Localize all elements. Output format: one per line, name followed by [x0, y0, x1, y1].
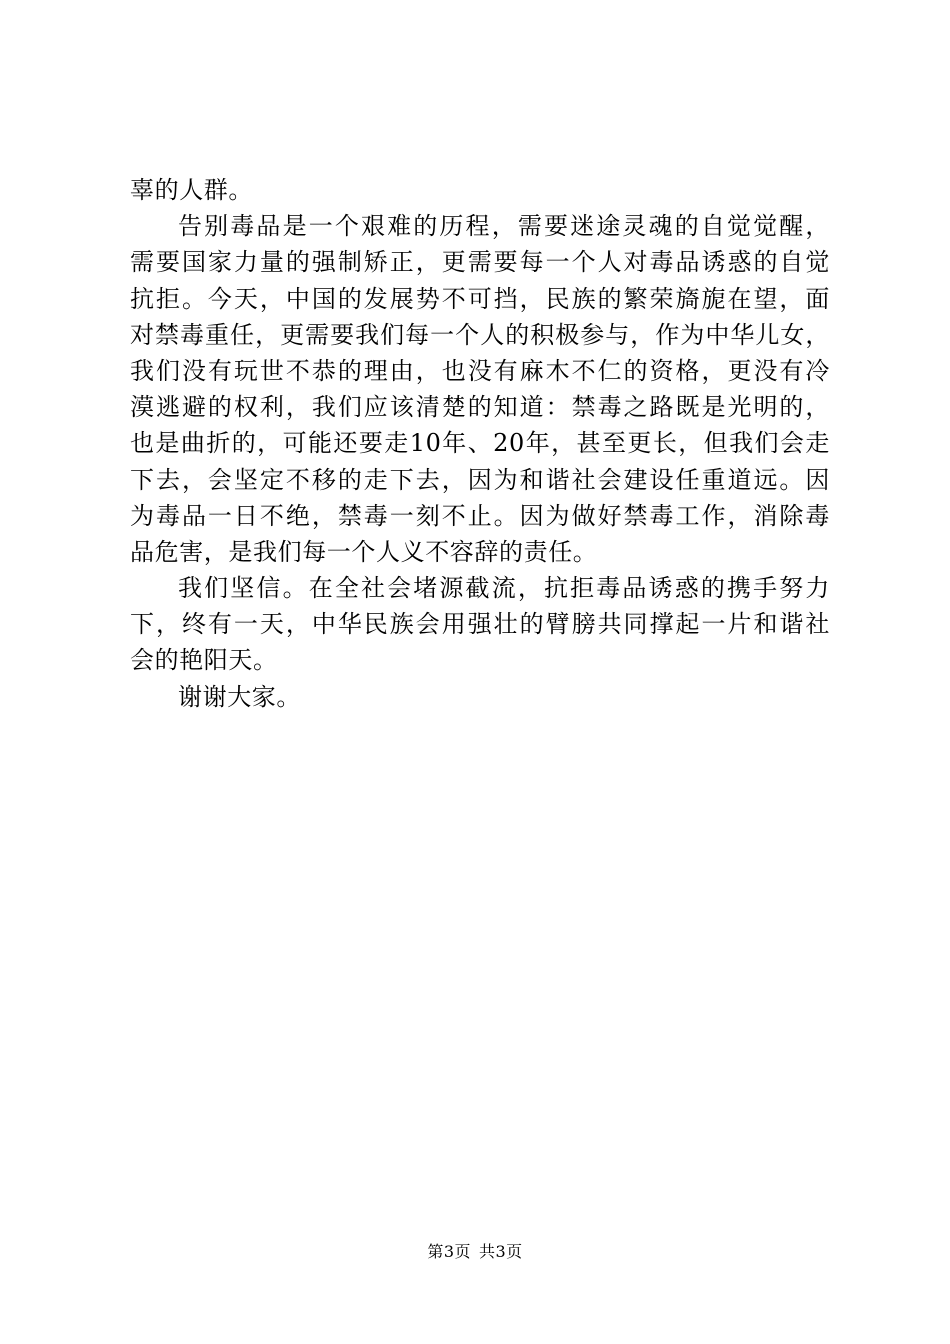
text-line: 会的艳阳天。 — [130, 646, 278, 675]
text-line: 也是曲折的，可能还要走10年、20年，甚至更长，但我们会走 — [130, 429, 830, 458]
text-line: 为毒品一日不绝，禁毒一刻不止。因为做好禁毒工作，消除毒 — [130, 501, 830, 530]
page-footer — [0, 1242, 950, 1262]
text-line: 品危害，是我们每一个人义不容辞的责任。 — [130, 537, 598, 566]
page-number: 第3页 — [427, 1242, 471, 1261]
text-line: 我们没有玩世不恭的理由，也没有麻木不仁的资格，更没有冷 — [130, 356, 830, 385]
document-body — [130, 172, 830, 715]
page-total: 共3页 — [479, 1242, 523, 1261]
text-line: 需要国家力量的强制矫正，更需要每一个人对毒品诱惑的自觉 — [130, 248, 830, 277]
text-line: 对禁毒重任，更需要我们每一个人的积极参与，作为中华儿女， — [130, 320, 830, 349]
text-line: 下去，会坚定不移的走下去，因为和谐社会建设任重道远。因 — [130, 465, 830, 494]
text-line: 下，终有一天，中华民族会用强壮的臂膀共同撑起一片和谐社 — [130, 610, 830, 639]
text-line: 抗拒。今天，中国的发展势不可挡，民族的繁荣旖旎在望，面 — [130, 284, 830, 313]
text-line: 辜的人群。 — [130, 176, 253, 204]
text-line: 告别毒品是一个艰难的历程，需要迷途灵魂的自觉觉醒， — [178, 212, 830, 241]
text-line: 漠逃避的权利，我们应该清楚的知道：禁毒之路既是光明的， — [130, 393, 830, 422]
text-line: 谢谢大家。 — [178, 682, 301, 711]
text-line: 我们坚信。在全社会堵源截流，抗拒毒品诱惑的携手努力 — [178, 574, 830, 603]
